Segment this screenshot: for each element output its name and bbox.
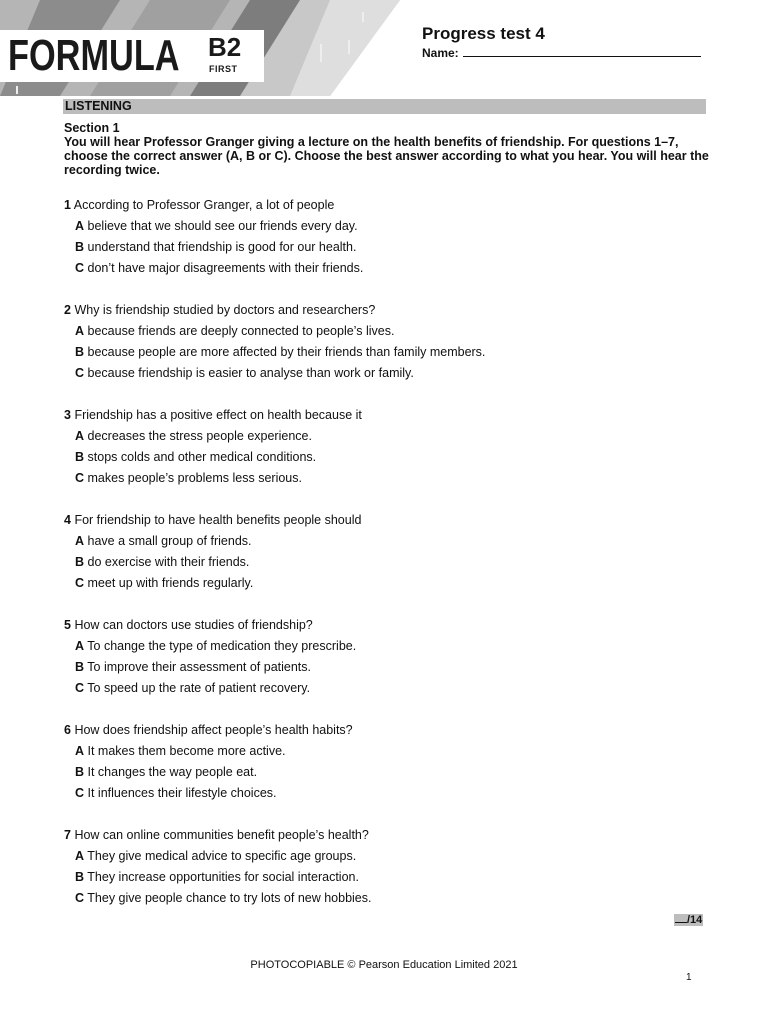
answer-option-c[interactable]: [64, 260, 714, 281]
option-text: To speed up the rate of patient recovery.: [87, 681, 311, 695]
question-text: Friendship has a positive effect on health because it: [74, 408, 362, 422]
option-text: because friends are deeply connected to people’s lives.: [87, 324, 395, 338]
option-text: It changes the way people eat.: [87, 765, 258, 779]
question-text: Why is friendship studied by doctors and researchers?: [74, 303, 376, 317]
question-3: [64, 407, 714, 491]
answer-option-a[interactable]: [64, 743, 714, 764]
option-text: It makes them become more active.: [87, 744, 286, 758]
answer-option-c[interactable]: [64, 890, 714, 911]
question-number: 3: [64, 408, 71, 422]
logo-wordmark: FORMULA: [8, 31, 180, 80]
option-letter: B: [75, 870, 85, 884]
option-text: They give medical advice to specific age groups.: [87, 849, 357, 863]
option-letter: A: [75, 744, 85, 758]
option-letter: A: [75, 639, 85, 653]
option-text: have a small group of friends.: [87, 534, 252, 548]
footer-copyright: PHOTOCOPIABLE © Pearson Education Limited 2021: [250, 959, 518, 971]
option-text: To change the type of medication they prescribe.: [87, 639, 357, 653]
score-box: [674, 914, 703, 926]
question-1: [64, 197, 714, 281]
question-number: 6: [64, 723, 71, 737]
answer-option-a[interactable]: [64, 533, 714, 554]
question-stem: [64, 827, 714, 848]
option-letter: A: [75, 324, 85, 338]
question-5: [64, 617, 714, 701]
answer-option-a[interactable]: [64, 428, 714, 449]
question-2: [64, 302, 714, 386]
answer-option-b[interactable]: [64, 449, 714, 470]
question-6: [64, 722, 714, 806]
question-stem: [64, 407, 714, 428]
header-banner: [0, 0, 400, 96]
logo-level: B2: [208, 32, 242, 62]
option-letter: B: [75, 660, 85, 674]
answer-option-c[interactable]: [64, 575, 714, 596]
question-number: 2: [64, 303, 71, 317]
option-text: decreases the stress people experience.: [87, 429, 312, 443]
answer-option-c[interactable]: [64, 470, 714, 491]
question-number: 1: [64, 198, 71, 212]
page-number: 1: [686, 972, 692, 983]
option-letter: C: [75, 681, 85, 695]
option-letter: B: [75, 555, 85, 569]
option-letter: B: [75, 240, 85, 254]
question-stem: [64, 617, 714, 638]
answer-option-b[interactable]: [64, 869, 714, 890]
answer-option-a[interactable]: [64, 323, 714, 344]
answer-option-c[interactable]: [64, 680, 714, 701]
question-stem: [64, 512, 714, 533]
option-text: because people are more affected by their friends than family members.: [87, 345, 486, 359]
question-text: According to Professor Granger, a lot of people: [73, 198, 335, 212]
answer-option-a[interactable]: [64, 218, 714, 239]
option-letter: C: [75, 261, 85, 275]
question-stem: [64, 197, 714, 218]
section-bar-label: LISTENING: [65, 99, 132, 113]
section-instructions: You will hear Professor Granger giving a lecture on the health benefits of friendship. For questions 1–7, choose the correct answer (A, B or C). Choose the best answer according to what you hear. You will hear the recording twice.: [64, 135, 709, 177]
answer-option-b[interactable]: [64, 554, 714, 575]
option-letter: A: [75, 849, 85, 863]
option-letter: B: [75, 450, 85, 464]
option-text: To improve their assessment of patients.: [87, 660, 311, 674]
option-text: because friendship is easier to analyse than work or family.: [87, 366, 414, 380]
question-text: How does friendship affect people’s health habits?: [74, 723, 353, 737]
option-text: It influences their lifestyle choices.: [87, 786, 277, 800]
section-heading: Section 1: [64, 121, 120, 135]
option-text: understand that friendship is good for our health.: [87, 240, 357, 254]
answer-option-a[interactable]: [64, 848, 714, 869]
option-letter: C: [75, 891, 85, 905]
answer-option-b[interactable]: [64, 344, 714, 365]
option-letter: C: [75, 576, 85, 590]
option-text: believe that we should see our friends every day.: [87, 219, 358, 233]
option-text: don’t have major disagreements with their friends.: [87, 261, 364, 275]
question-text: For friendship to have health benefits people should: [74, 513, 362, 527]
answer-option-a[interactable]: [64, 638, 714, 659]
option-letter: A: [75, 219, 85, 233]
option-letter: B: [75, 765, 85, 779]
question-list: [64, 197, 714, 932]
question-7: [64, 827, 714, 911]
option-text: They increase opportunities for social interaction.: [87, 870, 359, 884]
question-4: [64, 512, 714, 596]
option-letter: A: [75, 429, 85, 443]
answer-option-b[interactable]: [64, 764, 714, 785]
option-text: They give people chance to try lots of new hobbies.: [87, 891, 372, 905]
question-stem: [64, 302, 714, 323]
option-text: makes people’s problems less serious.: [87, 471, 302, 485]
answer-option-c[interactable]: [64, 365, 714, 386]
option-letter: C: [75, 366, 85, 380]
question-number: 7: [64, 828, 71, 842]
test-title: Progress test 4: [422, 24, 545, 43]
question-number: 4: [64, 513, 71, 527]
score-total: /14: [687, 914, 703, 926]
answer-option-b[interactable]: [64, 659, 714, 680]
score-blank[interactable]: [675, 922, 687, 923]
option-letter: A: [75, 534, 85, 548]
option-letter: C: [75, 786, 85, 800]
name-label: Name:: [422, 46, 459, 60]
option-text: meet up with friends regularly.: [87, 576, 254, 590]
logo-subtitle: FIRST: [209, 64, 238, 74]
question-text: How can doctors use studies of friendship?: [74, 618, 313, 632]
question-stem: [64, 722, 714, 743]
question-number: 5: [64, 618, 71, 632]
option-text: do exercise with their friends.: [87, 555, 250, 569]
name-field[interactable]: [422, 45, 701, 60]
name-underline[interactable]: [463, 45, 701, 57]
answer-option-b[interactable]: [64, 239, 714, 260]
option-letter: B: [75, 345, 85, 359]
option-text: stops colds and other medical conditions.: [87, 450, 317, 464]
question-text: How can online communities benefit people’s health?: [74, 828, 369, 842]
answer-option-c[interactable]: [64, 785, 714, 806]
section-bar: [63, 99, 706, 114]
option-letter: C: [75, 471, 85, 485]
